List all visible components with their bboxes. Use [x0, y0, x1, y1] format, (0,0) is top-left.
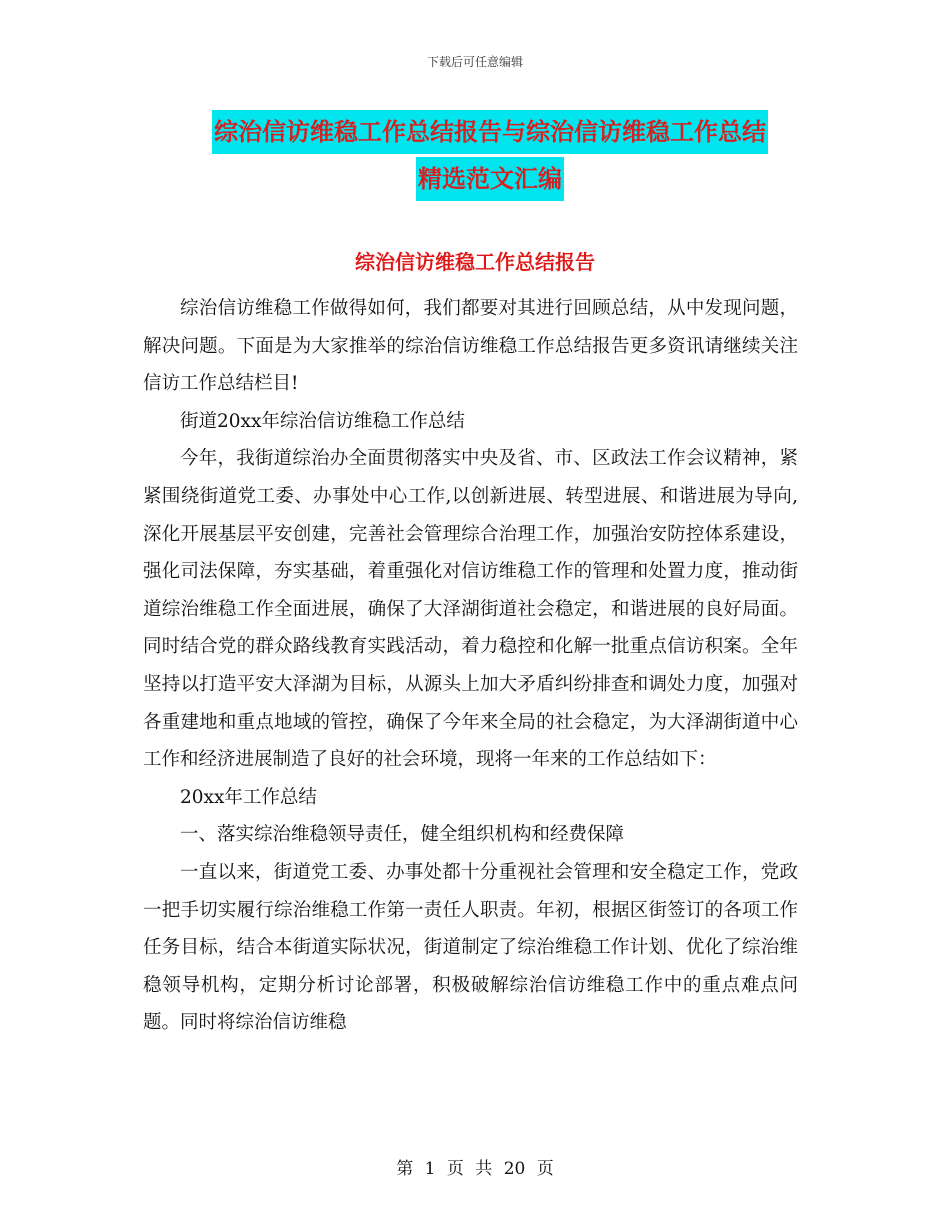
title-line-2: 精选范文汇编 [416, 157, 564, 201]
body-text [143, 290, 798, 1042]
paragraph-intro: 综治信访维稳工作做得如何，我们都要对其进行回顾总结，从中发现问题，解决问题。下面是为大家推举的综治信访维稳工作总结报告更多资讯请继续关注信访工作总结栏目! [143, 298, 798, 395]
title-line-1: 综治信访维稳工作总结报告与综治信访维稳工作总结 [212, 110, 768, 154]
header-note: 下载后可任意编辑 [426, 55, 523, 69]
page-number-footer: 第 1 页 共 20 页 [396, 1159, 554, 1179]
paragraph-section-one-body: 一直以来，街道党工委、办事处都十分重视社会管理和安全稳定工作，党政一把手切实履行综治维稳工作第一责任人职责。年初，根据区街签订的各项工作任务目标，结合本街道实际状况，街道制定了综治维稳工作计划、优化了综治维稳领导机构，定期分析讨论部署，积极破解综治信访维稳工作中的重点难点问题。同时将综治信访维稳 [143, 861, 798, 1034]
document-title [150, 110, 830, 204]
paragraph-heading-street: 街道20xx年综治信访维稳工作总结 [180, 410, 465, 432]
section-subtitle: 综治信访维稳工作总结报告 [355, 250, 595, 274]
paragraph-section-one: 一、落实综治维稳领导责任，健全组织机构和经费保障 [180, 824, 625, 846]
paragraph-main: 今年，我街道综治办全面贯彻落实中央及省、市、区政法工作会议精神，紧紧围绕街道党工委、办事处中心工作,以创新进展、转型进展、和谐进展为导向,深化开展基层平安创建，完善社会管理综合治理工作，加强治安防控体系建设，强化司法保障，夯实基础，着重强化对信访维稳工作的管理和处置力度，推动街道综治维稳工作全面进展，确保了大泽湖街道社会稳定，和谐进展的良好局面。同时结合党的群众路线教育实践活动，着力稳控和化解一批重点信访积案。全年坚持以打造平安大泽湖为目标，从源头上加大矛盾纠纷排查和调处力度，加强对各重建地和重点地域的管控，确保了今年来全局的社会稳定，为大泽湖街道中心工作和经济进展制造了良好的社会环境，现将一年来的工作总结如下： [143, 448, 798, 771]
paragraph-heading-year: 20xx年工作总结 [180, 786, 317, 808]
